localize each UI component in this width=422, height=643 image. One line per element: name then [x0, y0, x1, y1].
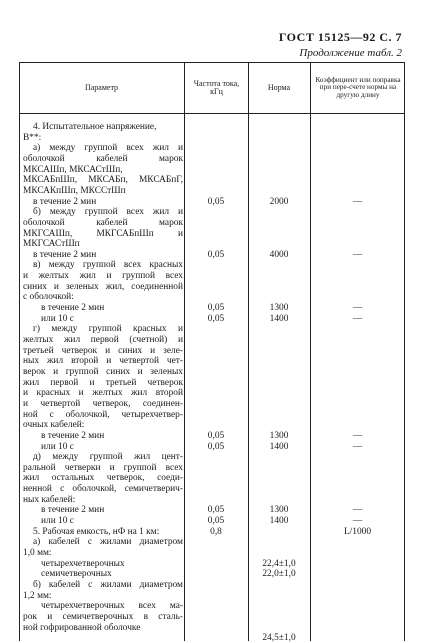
parameter-cell: 1,2 мм:	[23, 590, 52, 601]
parameter-cell: МКСАБпШп, МКСАБп, МКСАБпГ,	[23, 175, 183, 186]
coefficient-cell: —	[352, 196, 363, 207]
parameter-cell: или 10 с	[41, 516, 74, 527]
parameter-cell: верок и группой синих и зеленых	[23, 366, 183, 377]
table-row	[19, 410, 405, 420]
parameter-cell: МКГСАСтШп	[23, 239, 80, 250]
parameter-cell: ненной с оболочкой, семичетверич-	[23, 484, 183, 495]
parameter-cell: б) кабелей с жилами диаметром	[33, 579, 183, 590]
table-row	[19, 346, 405, 356]
parameter-cell: ных жил второй и четвертой чет-	[23, 356, 183, 367]
table-row	[19, 473, 405, 483]
parameter-cell: желтых жил первой (счетной) и	[23, 335, 183, 345]
parameter-cell: 1,0 мм:	[23, 548, 52, 558]
parameter-cell: в течение 2 мин	[41, 303, 105, 314]
table-row	[19, 229, 405, 239]
parameter-cell: или 10 с	[41, 313, 74, 324]
parameter-cell: третьей четверок и синих и зеле-	[23, 345, 183, 356]
table-row	[19, 282, 405, 292]
table-row	[19, 452, 405, 462]
table-row	[19, 623, 405, 633]
norm-cell: 1400	[269, 441, 289, 452]
parameter-cell: МКСАШп, МКСАСтШп,	[23, 164, 123, 175]
table-row	[19, 271, 405, 281]
table-row	[19, 292, 405, 302]
coefficient-cell: —	[352, 441, 363, 452]
parameter-cell: г) между группой красных и	[33, 324, 183, 335]
parameter-cell: оболочкой кабелей марок	[23, 217, 183, 228]
table-row	[19, 559, 405, 569]
table-row	[19, 527, 405, 537]
table-row	[19, 250, 405, 260]
column-header-frequency: Частота тока, кГц	[193, 78, 240, 96]
parameter-cell: в течение 2 мин	[33, 196, 97, 207]
parameter-cell: в) между группой всех красных	[33, 260, 183, 271]
parameter-cell: рок и семичетверочных в сталь-	[23, 611, 183, 622]
table-row	[19, 303, 405, 313]
table-continuation-label: Продолжение табл. 2	[299, 47, 402, 59]
parameter-cell: В**:	[23, 132, 42, 143]
table-row	[19, 335, 405, 345]
table-row	[19, 260, 405, 270]
frequency-cell: 0,05	[207, 313, 225, 324]
parameter-cell: семичетверочных	[41, 569, 112, 580]
table-row	[19, 133, 405, 143]
norm-cell: 1300	[269, 430, 289, 441]
table-row	[19, 463, 405, 473]
parameter-cell: и четвертой четверок, соединен-	[23, 398, 183, 409]
table-row	[19, 633, 405, 643]
table-row	[19, 175, 405, 185]
coefficient-cell: —	[352, 249, 363, 260]
norm-cell: 22,4±1,0	[262, 558, 296, 569]
norm-cell: 22,0±1,0	[262, 569, 296, 580]
parameter-cell: 5. Рабочая емкость, нФ на 1 км:	[33, 526, 160, 537]
table-row	[19, 197, 405, 207]
norm-cell: 1400	[269, 516, 289, 527]
table-row	[19, 580, 405, 590]
parameter-cell: ных кабелей:	[23, 494, 76, 505]
page-header: ГОСТ 15125—92 С. 7	[278, 30, 402, 44]
table-row	[19, 505, 405, 515]
column-header-norm: Норма	[267, 82, 291, 92]
parameter-cell: ной гофрированной оболочке	[23, 622, 141, 633]
parameter-cell: МКСАКпШп, МКССтШп	[23, 185, 126, 196]
table-row	[19, 378, 405, 388]
parameter-cell: четырехчетверочных всех ма-	[41, 601, 183, 612]
parameter-cell: жил остальных четверок, соеди-	[23, 473, 183, 484]
table-row	[19, 154, 405, 164]
frequency-cell: 0,8	[210, 526, 222, 537]
norm-cell: 2000	[269, 196, 289, 207]
coefficient-cell: —	[352, 430, 363, 441]
table-row	[19, 442, 405, 452]
table-row	[19, 431, 405, 441]
table-row	[19, 601, 405, 611]
table-row	[19, 165, 405, 175]
parameter-cell: в течение 2 мин	[33, 249, 97, 260]
table-row	[19, 186, 405, 196]
coefficient-cell: —	[352, 313, 363, 324]
table-row	[19, 122, 405, 132]
table-row	[19, 367, 405, 377]
norm-cell: 4000	[269, 249, 289, 260]
table-row	[19, 388, 405, 398]
parameter-cell: и красных и желтых жил второй	[23, 388, 183, 399]
table-row	[19, 218, 405, 228]
table-row	[19, 356, 405, 366]
coefficient-cell: —	[352, 505, 363, 516]
parameters-table	[19, 62, 405, 641]
norm-cell: 1300	[269, 505, 289, 516]
parameter-cell: с оболочкой:	[23, 292, 74, 303]
parameter-cell: д) между группой жил цент-	[33, 452, 183, 463]
column-header-coefficient: Коэффициент или поправка при пере-счете нормы на другую длину	[315, 75, 401, 99]
frequency-cell: 0,05	[207, 303, 225, 314]
coefficient-cell: L/1000	[343, 526, 372, 537]
frequency-cell: 0,05	[207, 430, 225, 441]
table-row	[19, 399, 405, 409]
table-row	[19, 143, 405, 153]
frequency-cell: 0,05	[207, 505, 225, 516]
frequency-cell: 0,05	[207, 516, 225, 527]
table-row	[19, 516, 405, 526]
table-row	[19, 314, 405, 324]
parameter-cell: синих и зеленых жил, соединенной	[23, 281, 183, 292]
coefficient-cell: —	[352, 303, 363, 314]
parameter-cell: и желтых жил и группой всех	[23, 271, 183, 282]
parameter-cell: а) кабелей с жилами диаметром	[33, 537, 183, 548]
parameter-cell: ральной четверки и группой всех	[23, 462, 183, 473]
parameter-cell: в течение 2 мин	[41, 430, 105, 441]
table-row	[19, 548, 405, 558]
parameter-cell: жил первой и третьей четверок	[23, 377, 183, 388]
parameter-cell: оболочкой кабелей марок	[23, 153, 183, 164]
parameter-cell: четырехчетверочных	[41, 558, 125, 569]
table-row	[19, 612, 405, 622]
parameter-cell: б) между группой всех жил и	[33, 207, 183, 218]
coefficient-cell: —	[352, 516, 363, 527]
table-row	[19, 420, 405, 430]
table-row	[19, 239, 405, 249]
parameter-cell: 4. Испытательное напряжение,	[33, 122, 157, 132]
header-divider	[19, 113, 405, 114]
column-header-parameter: Параметр	[84, 82, 119, 92]
frequency-cell: 0,05	[207, 441, 225, 452]
table-row	[19, 591, 405, 601]
parameter-cell: а) между группой всех жил и	[33, 143, 183, 154]
table-row	[19, 495, 405, 505]
parameter-cell: ной с оболочкой, четырехчетвер-	[23, 409, 183, 420]
table-row	[19, 484, 405, 494]
parameter-cell: или 10 с	[41, 441, 74, 452]
table-row	[19, 569, 405, 579]
norm-cell: 1300	[269, 303, 289, 314]
norm-cell: 1400	[269, 313, 289, 324]
frequency-cell: 0,05	[207, 196, 225, 207]
table-row	[19, 207, 405, 217]
parameter-cell: МКГСАШп, МКГСАБпШп и	[23, 228, 183, 239]
table-row	[19, 537, 405, 547]
parameter-cell: в течение 2 мин	[41, 505, 105, 516]
frequency-cell: 0,05	[207, 249, 225, 260]
parameter-cell: очных кабелей:	[23, 420, 85, 431]
table-row	[19, 324, 405, 334]
norm-cell: 24,5±1,0	[262, 633, 296, 643]
